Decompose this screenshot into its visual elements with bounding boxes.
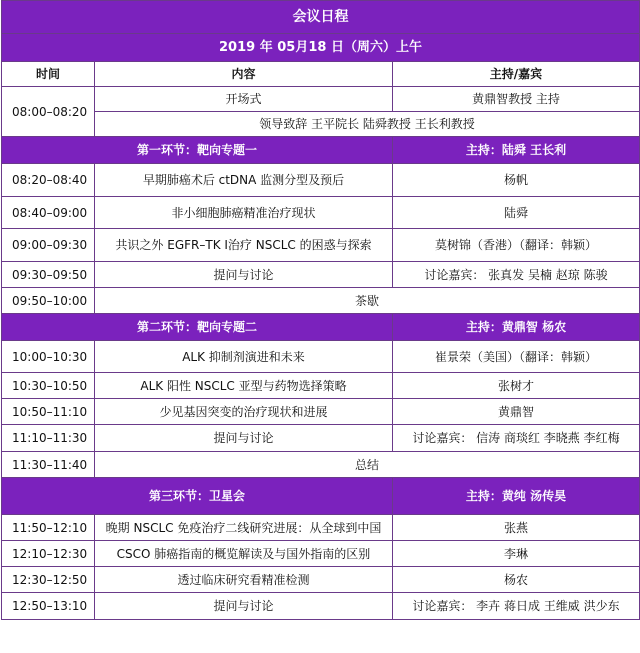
host-cell: 黄鼎智 xyxy=(393,399,640,425)
time-cell: 11:10–11:30 xyxy=(2,425,95,452)
host-cell: 李琳 xyxy=(393,541,640,567)
time-cell: 09:30–09:50 xyxy=(2,262,95,288)
content-cell: 共识之外 EGFR–TK I治疗 NSCLC 的困惑与探索 xyxy=(95,229,393,262)
time-cell: 09:00–09:30 xyxy=(2,229,95,262)
header-row xyxy=(2,62,640,87)
table-row xyxy=(2,593,640,620)
time-cell: 10:00–10:30 xyxy=(2,341,95,373)
table-row xyxy=(2,541,640,567)
header-content: 内容 xyxy=(95,62,393,87)
table-row xyxy=(2,229,640,262)
content-cell: 早期肺癌术后 ctDNA 监测分型及预后 xyxy=(95,164,393,197)
header-time: 时间 xyxy=(2,62,95,87)
content-cell: 提问与讨论 xyxy=(95,593,393,620)
host-cell: 张树才 xyxy=(393,373,640,399)
content-cell: CSCO 肺癌指南的概览解读及与国外指南的区别 xyxy=(95,541,393,567)
session-title: 第二环节：靶向专题二 xyxy=(2,314,393,341)
host-cell: 张燕 xyxy=(393,515,640,541)
title-row xyxy=(2,1,640,34)
time-cell: 10:50–11:10 xyxy=(2,399,95,425)
host-cell: 黄鼎智教授 主持 xyxy=(393,87,640,112)
table-row xyxy=(2,112,640,137)
host-cell: 讨论嘉宾： 张真发 吴楠 赵琼 陈骏 xyxy=(393,262,640,288)
content-cell: 少见基因突变的治疗现状和进展 xyxy=(95,399,393,425)
schedule-title: 会议日程 xyxy=(2,1,640,34)
time-cell: 08:20–08:40 xyxy=(2,164,95,197)
content-cell: ALK 抑制剂演进和未来 xyxy=(95,341,393,373)
session-header-row xyxy=(2,314,640,341)
content-cell: 领导致辞 王平院长 陆舜教授 王长利教授 xyxy=(95,112,640,137)
table-row xyxy=(2,341,640,373)
time-cell: 12:10–12:30 xyxy=(2,541,95,567)
content-cell: 晚期 NSCLC 免疫治疗二线研究进展：从全球到中国 xyxy=(95,515,393,541)
table-row xyxy=(2,515,640,541)
header-host: 主持/嘉宾 xyxy=(393,62,640,87)
content-cell: 提问与讨论 xyxy=(95,262,393,288)
host-cell: 崔景荣（美国）（翻译：韩颖） xyxy=(393,341,640,373)
session-header-row xyxy=(2,478,640,515)
content-cell: 透过临床研究看精准检测 xyxy=(95,567,393,593)
time-cell: 12:30–12:50 xyxy=(2,567,95,593)
session-title: 第三环节：卫星会 xyxy=(2,478,393,515)
session-host: 主持：黄纯 汤传昊 xyxy=(393,478,640,515)
host-cell: 讨论嘉宾： 李卉 蒋日成 王维威 洪少东 xyxy=(393,593,640,620)
host-cell: 讨论嘉宾： 信涛 商琰红 李晓燕 李红梅 xyxy=(393,425,640,452)
content-cell: 非小细胞肺癌精准治疗现状 xyxy=(95,197,393,229)
schedule-date: 2019 年 05月18 日（周六）上午 xyxy=(2,34,640,62)
time-cell: 08:00–08:20 xyxy=(2,87,95,137)
session-host: 主持：黄鼎智 杨农 xyxy=(393,314,640,341)
summary-cell: 总结 xyxy=(95,452,640,478)
break-cell: 茶歇 xyxy=(95,288,640,314)
time-cell: 11:30–11:40 xyxy=(2,452,95,478)
time-cell: 10:30–10:50 xyxy=(2,373,95,399)
date-row xyxy=(2,34,640,62)
session-host: 主持：陆舜 王长利 xyxy=(393,137,640,164)
host-cell: 莫树锦（香港）（翻译：韩颖） xyxy=(393,229,640,262)
session-header-row xyxy=(2,137,640,164)
table-row xyxy=(2,87,640,112)
host-cell: 杨帆 xyxy=(393,164,640,197)
time-cell: 12:50–13:10 xyxy=(2,593,95,620)
table-row xyxy=(2,373,640,399)
host-cell: 陆舜 xyxy=(393,197,640,229)
content-cell: 开场式 xyxy=(95,87,393,112)
table-row xyxy=(2,262,640,288)
table-row xyxy=(2,164,640,197)
schedule-table xyxy=(1,0,640,620)
table-row xyxy=(2,399,640,425)
session-title: 第一环节：靶向专题一 xyxy=(2,137,393,164)
summary-row xyxy=(2,452,640,478)
content-cell: ALK 阳性 NSCLC 亚型与药物选择策略 xyxy=(95,373,393,399)
host-cell: 杨农 xyxy=(393,567,640,593)
time-cell: 11:50–12:10 xyxy=(2,515,95,541)
time-cell: 08:40–09:00 xyxy=(2,197,95,229)
content-cell: 提问与讨论 xyxy=(95,425,393,452)
time-cell: 09:50–10:00 xyxy=(2,288,95,314)
break-row xyxy=(2,288,640,314)
table-row xyxy=(2,425,640,452)
table-row xyxy=(2,567,640,593)
table-row xyxy=(2,197,640,229)
